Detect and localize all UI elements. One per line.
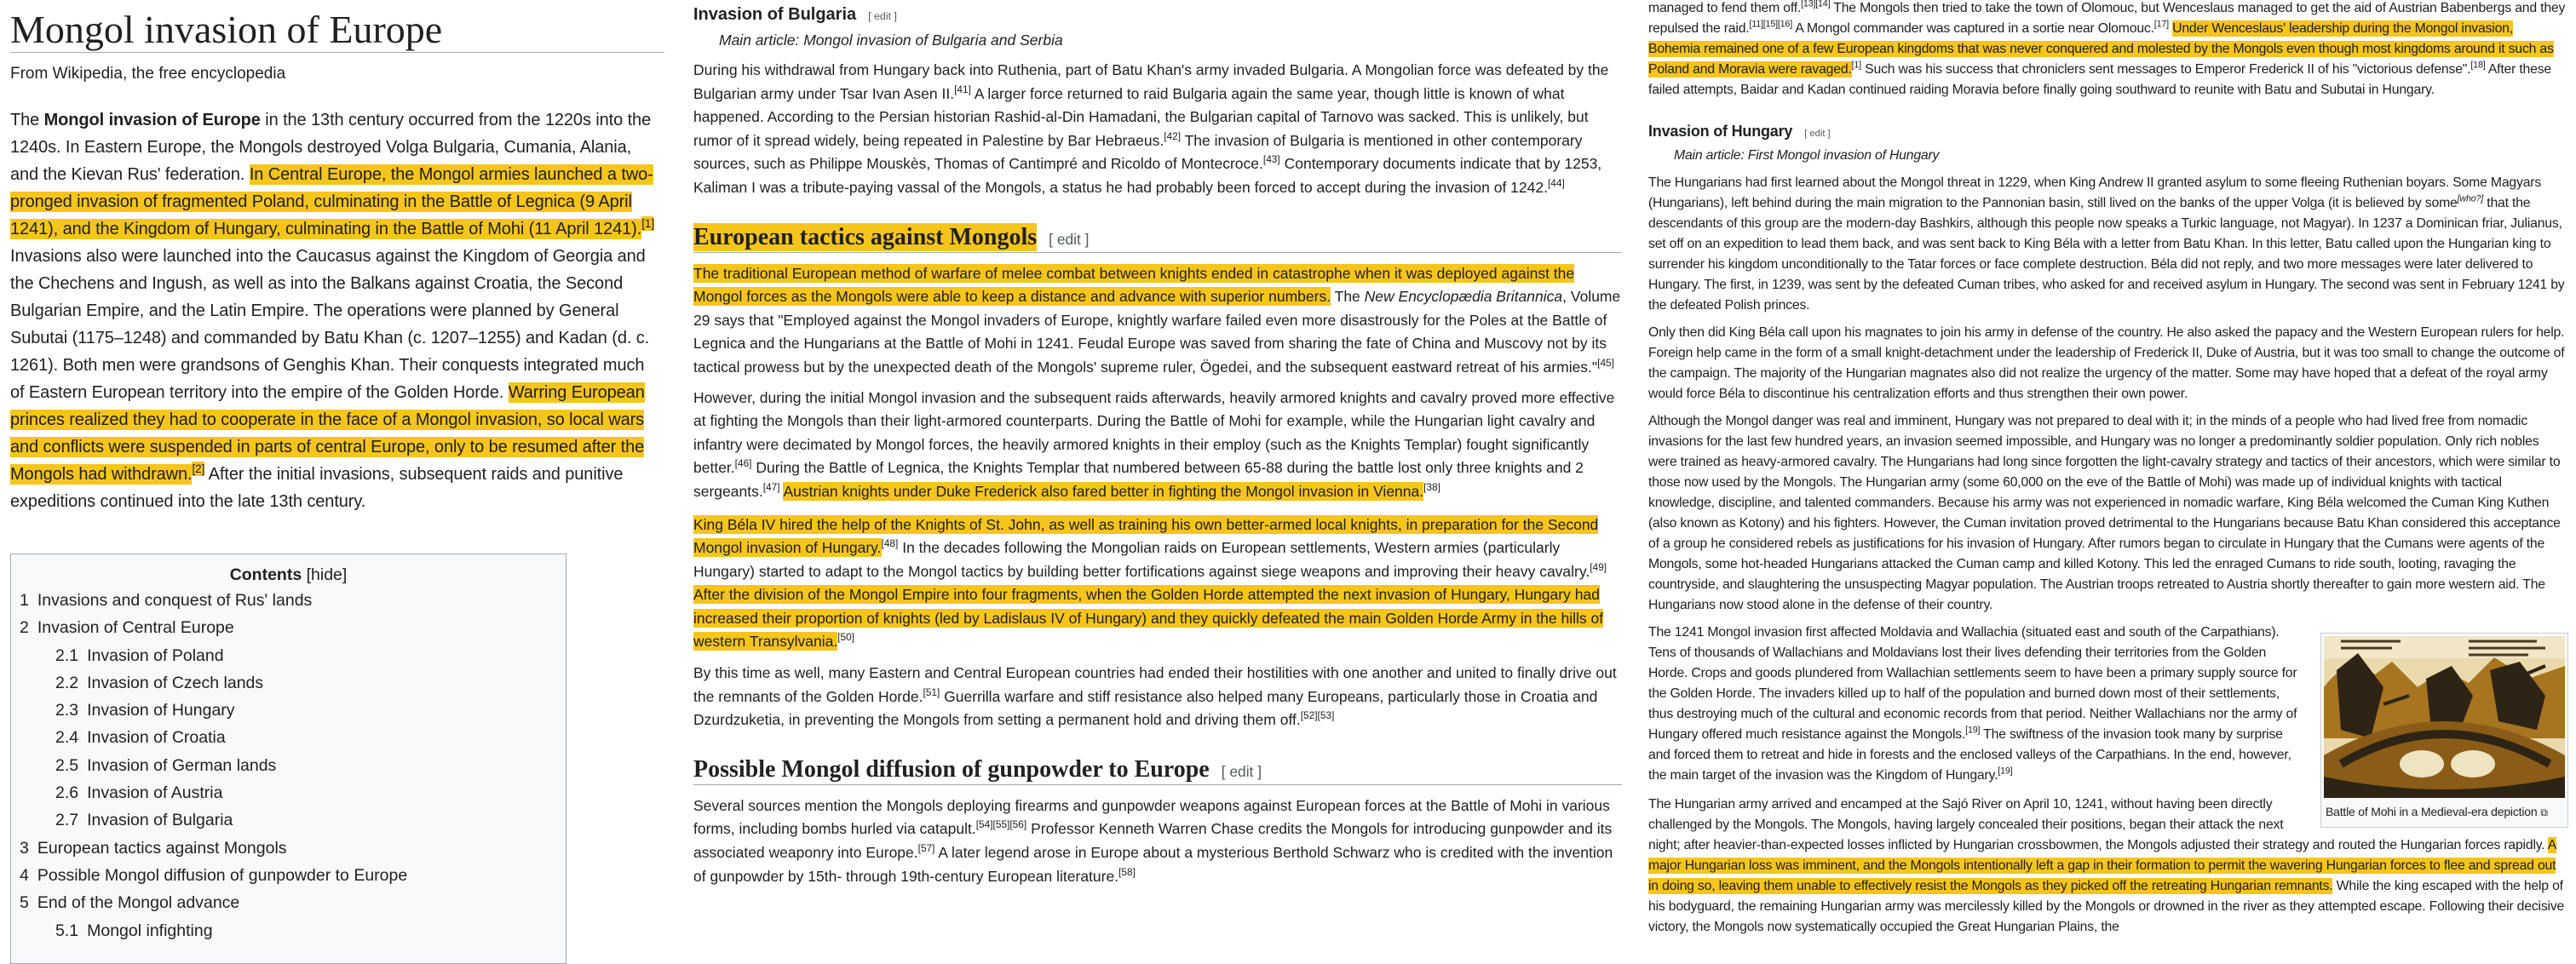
paragraph	[1648, 323, 2568, 405]
text-run: A Mongol commander was captured in a sortie near Olomouc.	[1792, 21, 2154, 36]
text-run: Invasions also were launched into the Caucasus against the Kingdom of Georgia and the Chechens and Ingush, as well as into the Balkans against Croatia, the Second Bulgarian Empire, and the Latin Empire. The operations were planned by General Subutai (1175–1248) and commanded by Batu Khan (c. 1207–1255) and Kadan (d. c. 1261). Both men were grandsons of Genghis Khan. Their conquests integrated much of Eastern European territory into the empire of the Golden Horde.	[10, 247, 650, 402]
page-title: Mongol invasion of Europe	[10, 9, 664, 53]
citation-link[interactable]: [13][14]	[1801, 0, 1831, 9]
text-run: The 1241 Mongol invasion first affected Moldavia and Wallachia (situated east and south of the Carpathians). Tens of thousands of Wallachians and Moldavians lost their lives defending their territories from the Golden Horde. Crops and goods plundered from Wallachian settlements seem to have been a primary supply source for the Golden Horde. The invaders killed up to half of the population and burned down most of their settlements, thus destroying much of the cultural and economic records from that period. Neither Wallachians nor the army of Hungary offered much resistance against the Mongols.	[1648, 625, 2297, 742]
toc-item[interactable]	[11, 779, 566, 806]
citation-link[interactable]: [57]	[917, 842, 935, 855]
text-run: After these failed attempts, Baidar and Kadan continued raiding Moravia before finally going southward to reunite with Batu and Subutai in Hungary.	[1648, 62, 2552, 97]
section-heading-text: Possible Mongol diffusion of gunpowder to Europe	[693, 755, 1210, 783]
battle-of-mohi-figure	[2320, 633, 2568, 828]
toc-item[interactable]	[11, 642, 566, 669]
toc-item-label: Invasion of Poland	[87, 646, 224, 665]
text-run: Only then did King Béla call upon his magnates to join his army in defense of the country. He also asked the papacy and the Western European rulers for help. Foreign help came in the form of a small knight-detachment under the leadership of Frederick II, Duke of Austria, but it was too small to change the outcome of the campaign. The majority of the Hungarian magnates also did not realize the urgency of the matter. Some may have hoped that a defeat of the royal army would force Béla to discontinue his centralization efforts and thus strengthen their own power.	[1648, 325, 2565, 401]
section-heading-gunpowder	[693, 755, 1622, 785]
main-article-note[interactable]: Main article: Mongol invasion of Bulgaria and Serbia	[719, 32, 1063, 49]
citation-link[interactable]: [52][53]	[1300, 709, 1335, 722]
toc-item-label: Invasion of Central Europe	[37, 618, 234, 638]
section-heading-text: Invasion of Hungary	[1648, 123, 1793, 140]
text-run: The	[1331, 288, 1365, 306]
text-run: A larger force returned to raid Bulgaria again the same year, though little is known of what happened. According to the Persian historian Rashid-al-Din Hamadani, the Bulgarian capital of Tarnovo was sacked. This is unlikely, but rumor of it spread widely, being repeated in Palestine by Bar Hebraeus.	[693, 84, 1589, 149]
citation-link[interactable]: [18]	[2470, 60, 2486, 71]
toc-item[interactable]	[11, 917, 566, 944]
paragraph-with-figure	[1648, 623, 2568, 818]
citation-link[interactable]: [1]	[1851, 60, 1861, 71]
toc-item-number: 2.5	[55, 755, 79, 775]
citation-link[interactable]: [51]	[923, 686, 940, 698]
article-hungary-column	[1648, 0, 2568, 938]
text-run: After the initial invasions, subsequent raids and punitive expeditions continued into the late 13th century.	[10, 465, 624, 511]
citation-link[interactable]: [43]	[1262, 153, 1280, 166]
toc-list	[11, 587, 566, 944]
toc-item-number: 5	[20, 893, 29, 913]
text-run: While the king escaped with the help of his bodyguard, the remaining Hungarian army was mercilessly killed by the Mongols or drowned in the river as they attempted escape. Following their decisive victory, the Mongols now systematically occupied the Great Hungarian Plains, the	[1648, 879, 2565, 934]
site-subtitle: From Wikipedia, the free encyclopedia	[10, 65, 286, 83]
toc-hide-toggle[interactable]: [hide]	[306, 565, 348, 584]
citation-link[interactable]: [41]	[954, 83, 971, 95]
citation-link[interactable]: [2]	[192, 462, 205, 476]
toc-item-number: 2.2	[55, 673, 79, 692]
toc-item-number: 3	[20, 838, 29, 858]
toc-item-label: Invasion of Croatia	[87, 728, 226, 748]
highlighted-text: King Béla IV hired the help of the Knights of St. John, as well as training his own better-armed local knights, in preparation for the Second Mongol invasion of Hungary.	[693, 515, 1599, 557]
toc-item-number: 1	[20, 591, 29, 610]
text-run: in the 13th century occurred from the 1220s into the 1240s. In Eastern Europe, the Mongols destroyed Volga Bulgaria, Cumania, Alania, and the Kievan Rus' federation.	[10, 111, 652, 184]
toc-item[interactable]	[11, 724, 566, 751]
enlarge-icon[interactable]: ⧉	[2540, 806, 2548, 818]
citation-link[interactable]: [47]	[762, 481, 780, 494]
highlighted-text: Under Wenceslaus' leadership during the Mongol invasion, Bohemia remained one of a few European kingdoms that was never conquered and molested by the Mongols even though most kingdoms around it such as Poland and Moravia were ravaged.	[1648, 21, 2554, 77]
table-of-contents	[10, 554, 566, 964]
paragraph	[693, 514, 1622, 655]
text-run: In the decades following the Mongolian raids on European settlements, Western armies (particularly Hungary) started to adapt to the Mongol tactics by building better fortifications against siege weapons and improving their heavy cavalry.	[693, 539, 1590, 580]
toc-item-number: 2	[20, 618, 29, 638]
toc-title: Contents	[229, 565, 302, 584]
citation-link[interactable]: [38]	[1423, 481, 1440, 494]
toc-item-label: Invasion of Austria	[87, 783, 223, 803]
toc-item-label: End of the Mongol advance	[37, 893, 240, 913]
toc-item-label: Mongol infighting	[87, 921, 213, 940]
text-run: that the descendants of this group are the modern-day Bashkirs, although this people now speaks a Turkic language, not Magyar). In 1237 a Dominican friar, Julianus, set off on an expedition to lead them back, and was sent back to King Béla with a letter from Batu Khan. In this letter, Batu called upon the Hungarian king to surrender his kingdom unconditionally to the Tatar forces or face complete destruction. Béla did not reply, and two more messages were later delivered to Hungary. The first, in 1239, was sent by the defeated Cuman tribes, who asked for and received asylum in Hungary. The second was sent in February 1241 by the defeated Polish princes.	[1648, 196, 2565, 313]
paragraph	[1648, 411, 2568, 616]
paragraph	[693, 795, 1622, 888]
text-run: The Mongols then tried to take the town of Olomouc, but Wenceslaus managed to get the aid of Austrian Babenbergs and they repulsed the raid.	[1648, 1, 2566, 36]
toc-item[interactable]	[11, 669, 566, 697]
figure-caption	[2324, 798, 2565, 824]
toc-item-label: Invasion of Czech lands	[87, 673, 264, 692]
paragraph	[693, 59, 1622, 200]
toc-item[interactable]	[11, 697, 566, 724]
edit-link[interactable]: [ edit ]	[1804, 129, 1831, 139]
toc-item[interactable]	[11, 835, 566, 862]
toc-item-number: 2.7	[55, 811, 79, 830]
edit-link[interactable]: [ edit ]	[868, 10, 897, 22]
citation-link[interactable]: [45]	[1597, 357, 1614, 370]
toc-item-label: European tactics against Mongols	[37, 838, 287, 858]
paragraph	[693, 387, 1622, 504]
highlighted-text: Warring European princes realized they had to cooperate in the face of a Mongol invasion, so local wars and conflicts were suspended in parts of central Europe, only to be resumed after the Mongols had withdrawn.	[10, 383, 645, 484]
toc-item-number: 5.1	[55, 921, 79, 940]
article-tactics-column	[693, 0, 1622, 888]
section-heading-tactics	[693, 223, 1622, 253]
toc-item[interactable]	[11, 752, 566, 779]
citation-link[interactable]: [54][55][56]	[975, 818, 1027, 831]
intro-paragraph	[10, 106, 663, 515]
text-run: The invasion of Bulgaria is mentioned in other contemporary sources, such as Philippe Mouskès, Thomas of Cantimpré and Ricoldo of Montecroce.	[693, 131, 1583, 173]
citation-link[interactable]: [48]	[881, 537, 899, 550]
text-run: The Hungarian army arrived and encamped at the Sajó River on April 10, 1241, without having been directly challenged by the Mongols. The Mongols, having largely concealed their positions, began their attack the next night; after heavier-than-expected losses inflicted by Hungarian crossbowmen, the Mongols adjusted their strategy and routed the Hungarian forces rapidly.	[1648, 797, 2548, 852]
paragraph	[1648, 173, 2568, 316]
text-run: During the Battle of Legnica, the Knights Templar that numbered between 65-88 during the battle lost only three knights and 2 sergeants.	[693, 459, 1584, 500]
text-run: Several sources mention the Mongols deploying firearms and gunpowder weapons against European forces at the Battle of Mohi in various forms, including bombs hurled via catapult.	[693, 796, 1610, 838]
paragraph	[693, 662, 1622, 732]
highlighted-text: After the division of the Mongol Empire into four fragments, when the Golden Horde attempted the next invasion of Hungary, Hungary had increased their proportion of knights (led by Ladislaus IV of Hungary) and they quickly defeated the main Golden Horde Army in the hills of western Transylvania.	[693, 586, 1604, 651]
citation-link[interactable]: [42]	[1164, 129, 1182, 142]
toc-item-label: Possible Mongol diffusion of gunpowder to Europe	[37, 865, 408, 885]
text-run: Guerrilla warfare and stiff resistance also helped many Europeans, particularly those in Croatia and Dzurdzuketia, in preventing the Mongols from setting a permanent hold and driving them off.	[693, 687, 1598, 729]
section-heading-text: Invasion of Bulgaria	[693, 5, 857, 24]
toc-item-number: 2.4	[55, 728, 79, 748]
citation-link[interactable]: [19]	[1998, 766, 2013, 777]
paragraph	[1648, 0, 2568, 100]
citation-link[interactable]: [1]	[641, 217, 655, 231]
toc-item-number: 2.1	[55, 646, 79, 665]
section-heading-hungary	[1648, 119, 2568, 146]
text-run: The	[10, 111, 44, 129]
toc-item[interactable]	[11, 587, 566, 614]
text-run: , Volume 29 says that "Employed against the Mongol invaders of Europe, knightly warfare failed even more disastrously for the Poles at the Battle of Legnica and the Hungarians at the Battle of Mohi in 1241. Feudal Europe was saved from sharing the fate of China and Muscovy not by its tactical prowess but by the unexpected death of the Mongols' supreme ruler, Ögedei, and the subsequent eastward retreat of his armies."	[693, 288, 1621, 376]
figure-caption-text: Battle of Mohi in a Medieval-era depiction	[2326, 805, 2538, 818]
citation-link[interactable]: [44]	[1547, 177, 1565, 190]
toc-item[interactable]	[11, 614, 566, 641]
text-run: Professor Kenneth Warren Chase credits the Mongols for introducing gunpowder and its associated weaponry into Europe.	[693, 820, 1613, 862]
paragraph	[693, 262, 1622, 380]
highlighted-text: Austrian knights under Duke Frederick also fared better in fighting the Mongol invasion in Vienna.	[783, 482, 1424, 500]
text-run: Contemporary documents indicate that by 1253, Kaliman I was a tribute-paying vassal of the Mongols, a status he had probably been forced to accept during the invasion of 1242.	[693, 155, 1602, 196]
text-run: The Hungarians had first learned about the Mongol threat in 1229, when King Andrew II granted asylum to some fleeing Ruthenian boyars. Some Magyars (Hungarians), left behind during the main migration to the Pannonian basin, still lived on the banks of the upper Volga (it is believed by some	[1648, 175, 2542, 210]
toc-item-label: Invasion of Bulgaria	[87, 811, 233, 830]
toc-item-label: Invasion of German lands	[87, 755, 277, 775]
toc-item-number: 2.3	[55, 701, 79, 720]
citation-link[interactable]: [11][15][16]	[1749, 19, 1792, 30]
section-heading-bulgaria	[693, 3, 1622, 28]
toc-item-number: 4	[20, 865, 29, 885]
toc-item[interactable]	[11, 862, 566, 889]
text-run: New Encyclopædia Britannica	[1364, 288, 1563, 306]
highlighted-text: The traditional European method of warfare of melee combat between knights ended in catastrophe when it was deployed against the Mongol forces as the Mongols were able to keep a distance and advance with superior numbers.	[693, 264, 1575, 306]
text-run: A later legend arose in Europe about a mysterious Berthold Schwarz who is credited with the invention of gunpowder by 15th- through 19th-century European literature.	[693, 844, 1613, 885]
citation-link[interactable]: [50]	[837, 631, 855, 644]
section-heading-text: European tactics against Mongols	[693, 223, 1038, 250]
toc-item-number: 2.6	[55, 783, 79, 803]
citation-link[interactable]: [58]	[1118, 865, 1136, 878]
toc-item-label: Invasion of Hungary	[87, 701, 235, 720]
edit-link[interactable]: [ edit ]	[1221, 762, 1262, 780]
battle-of-mohi-image[interactable]	[2324, 636, 2565, 798]
citation-link[interactable]: [46]	[734, 457, 752, 470]
main-article-note[interactable]: Main article: First Mongol invasion of Hungary	[1674, 148, 1940, 163]
citation-link[interactable]: [19]	[1965, 725, 1981, 736]
text-run: managed to fend them off.	[1648, 1, 1802, 15]
text-run: By this time as well, many Eastern and Central European countries had ended their hostilities with one another and united to finally drive out the remnants of the Golden Horde.	[693, 664, 1617, 705]
text-run: Such was his success that chroniclers sent messages to Emperor Frederick II of his "victorious defense".	[1860, 62, 2471, 77]
toc-header	[11, 563, 566, 587]
highlighted-text: In Central Europe, the Mongol armies launched a two-pronged invasion of fragmented Poland, culminating in the Battle of Legnica (9 April 1241), and the Kingdom of Hungary, culminating in the Battle of Mohi (11 April 1241).	[10, 165, 653, 238]
text-run: Although the Mongol danger was real and imminent, Hungary was not prepared to deal with it; in the minds of a people who had lived free from nomadic invasions for the last few hundred years, an invasion seemed impossible, and Hungary was no longer a predominantly soldier population. Only rich nobles were trained as heavy-armored cavalry. The Hungarians had long since forgotten the light-cavalry strategy and tactics of their ancestors, which were similar to those now used by the Mongols. The Hungarian army (some 60,000 on the eve of the Battle of Mohi) was made up of individual knights with tactical knowledge, discipline, and talented commanders. Because his army was not experienced in nomadic warfare, King Béla welcomed the Cuman King Kuthen (also known as Kotony) and his fighters. However, the Cuman invitation proved detrimental to the Hungarians because Batu Khan considered this acceptance of a group he considered rebels as justifications for his invasion of Hungary. After rumors began to circulate in Hungary that the Cumans were agents of the Mongols, some hot-headed Hungarians attacked the Cuman camp and killed Kotony. This led the enraged Cumans to ride south, looting, ravaging the countryside, and slaughtering the unsuspecting Magyar population. The Austrian troops retreated to Austria shortly thereafter to gain more western aid. The Hungarians now stood alone in the defense of their country.	[1648, 414, 2561, 612]
toc-item[interactable]	[11, 806, 566, 834]
citation-link[interactable]: [who?]	[2457, 193, 2484, 204]
bold-text: Mongol invasion of Europe	[43, 111, 261, 129]
edit-link[interactable]: [ edit ]	[1049, 230, 1090, 248]
text-run: During his withdrawal from Hungary back into Ruthenia, part of Batu Khan's army invaded Bulgaria. A Mongolian force was defeated by the Bulgarian army under Tsar Ivan Asen II.	[693, 61, 1609, 102]
toc-item-label: Invasions and conquest of Rus' lands	[37, 591, 313, 610]
toc-item[interactable]	[11, 889, 566, 916]
citation-link[interactable]: [17]	[2153, 19, 2169, 30]
text-run: However, during the initial Mongol invasion and the subsequent raids afterwards, heavily armored knights and cavalry proved more effective at fighting the Mongols than their light-armored counterparts. During the Battle of Mohi for example, while the Hungarian light cavalry and infantry were decimated by Mongol forces, the heavily armored knights in their employ (such as the Knights Templar) fought significantly better.	[693, 388, 1615, 477]
highlighted-text: A major Hungarian loss was imminent, and the Mongols intentionally left a gap in their formation to permit the wavering Hungarian forces to flee and spread out in doing so, leaving them unable to effectively resist the Mongols as they picked off the retreating Hungarian remnants.	[1648, 838, 2557, 893]
text-run: The swiftness of the invasion took many by surprise and forced them to retreat and hide in forests and the enclosed valleys of the Carpathians. In the end, however, the main target of the invasion was the Kingdom of Hungary.	[1648, 727, 2291, 783]
citation-link[interactable]: [49]	[1590, 560, 1607, 573]
